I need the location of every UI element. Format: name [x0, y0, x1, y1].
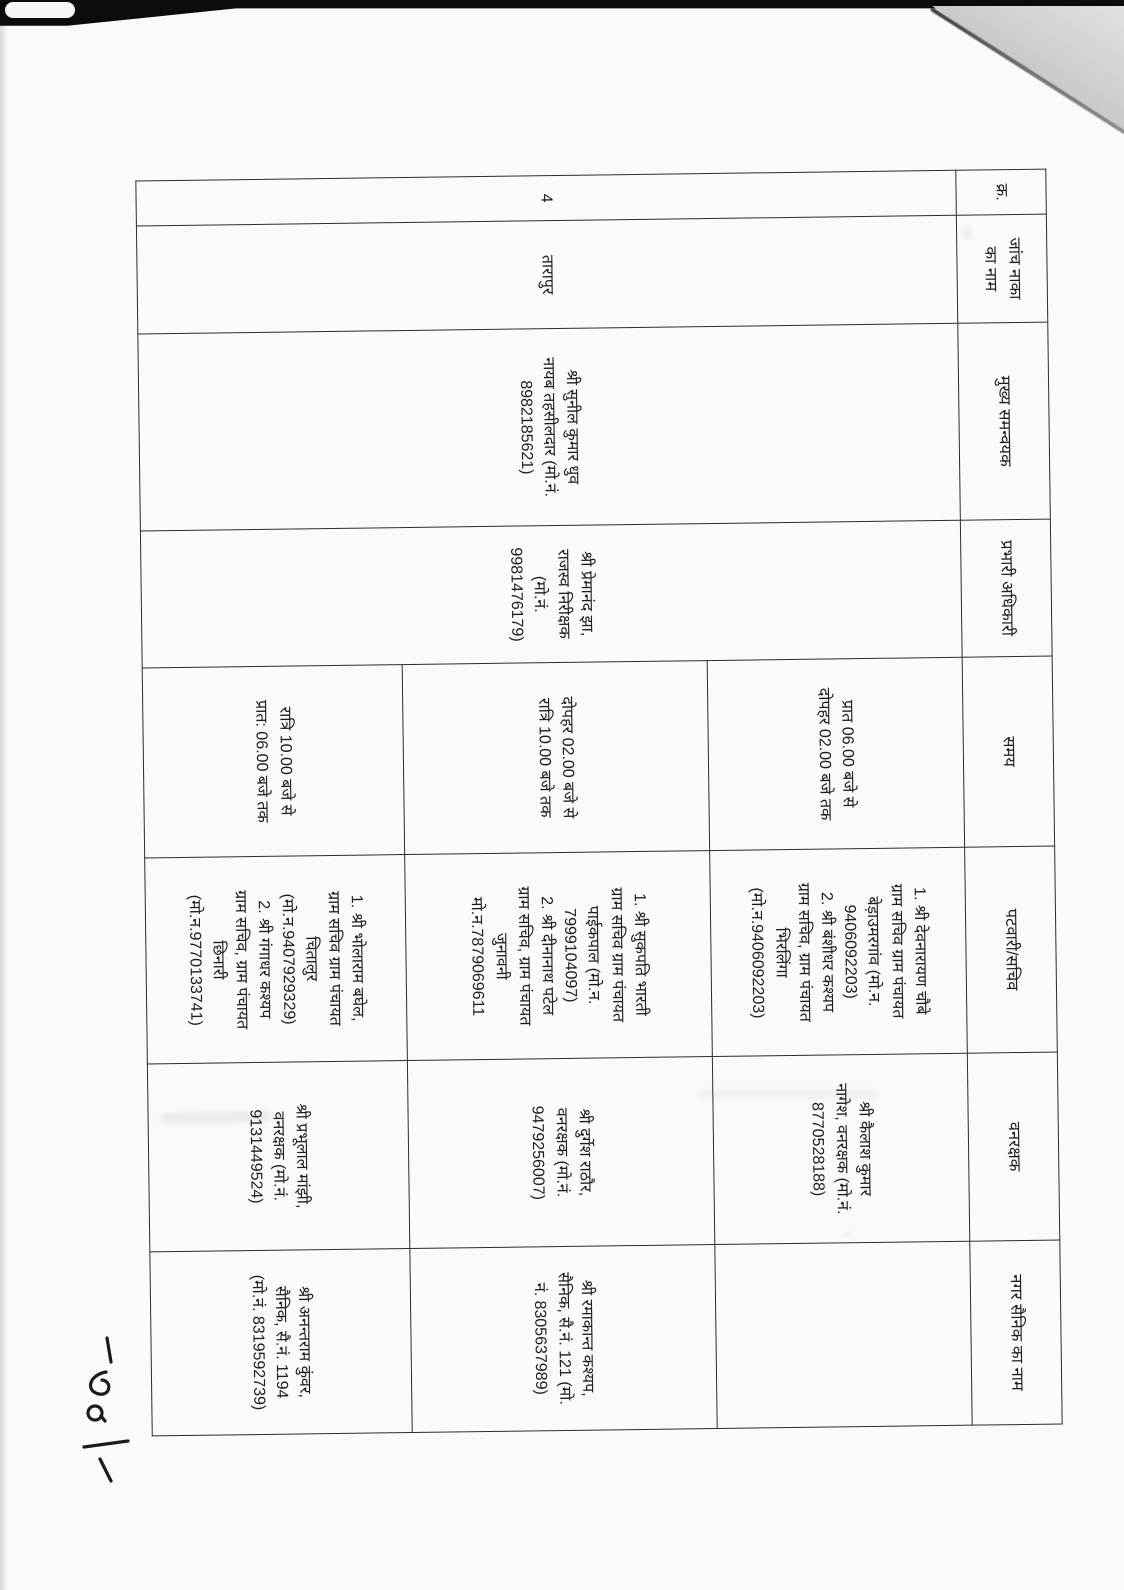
duty-roster-table — [135, 169, 1062, 1437]
cell-vanrakshak-shift-3: श्री प्रभूलाल मांझी, वनरक्षक (मो.नं. 9131449524) — [147, 1061, 409, 1252]
header-officer-in-charge: प्रभारी अधिकारी — [960, 519, 1052, 657]
cell-nagar-sainik-shift-3: श्री अनन्तराम कुंवर, सैनिक, सै.नं. 1194 (मो.नं. 8319592739) — [150, 1249, 412, 1436]
cell-vanrakshak-shift-2: श्री दुर्गेश राठौर, वनरक्षक (मो.नं. 9479256007) — [407, 1057, 714, 1249]
cell-patwari-shift-2: 1. श्री सुकपति भारती ग्राम सचिव ग्राम पंचायत पाईकपाल (मो.न. 7999104097) 2. श्री दीनानाथ पटेल ग्राम सचिव, ग्राम पंचायत जुनावनी मो.न.7879069611 — [405, 851, 713, 1061]
cell-nagar-sainik-shift-2: श्री रमाकान्त कश्यप, सैनिक, सै.नं. 121 (मो. नं. 8305637989) — [410, 1245, 717, 1433]
cell-serial: 4 — [136, 170, 957, 226]
scanner-top-white-tab — [5, 2, 75, 18]
shift-row-1 — [701, 170, 972, 1428]
rotated-table-area — [136, 169, 1062, 1436]
cell-patwari-shift-3: 1. श्री भोलाराम बघेल, ग्राम सचिव ग्राम पंचायत चितालुर (मो.न.9407929329) 2. श्री गंगाधर कश्यप ग्राम सचिव, ग्राम पंचायत छिनारी (मो.न.9770133741) — [145, 855, 408, 1064]
cell-officer-in-charge: श्री प्रेमानंद झा, राजस्व निरीक्षक (मो.नं. 9981476179) — [140, 520, 962, 668]
header-serial: क्र. — [956, 169, 1047, 215]
cell-vanrakshak-shift-1: श्री कैलाश कुमार नागेश, वनरक्षक (मो.नं. 8770528188) — [712, 1053, 969, 1244]
header-chief-coordinator: मुख्य समन्वयक — [958, 322, 1051, 520]
header-row — [956, 169, 1062, 1425]
cell-patwari-shift-1: 1. श्री देवनारायण चौबे ग्राम सचिव ग्राम पंचायत बेड़ाउमरगांव (मो.न. 9406092203) 2. श्री बंशीधर कश्यप ग्राम सचिव, ग्राम पंचायत भिरलिंगा (मो.न.9406092203) — [710, 847, 968, 1056]
cell-nagar-sainik-shift-1 — [715, 1241, 972, 1428]
cell-time-shift-3: रात्रि 10.00 बजे से प्रात: 06.00 बजे तक — [142, 665, 404, 858]
header-patwari-sachiv: पटवारी/सचिव — [965, 846, 1058, 1053]
scan-left-edge-shadow — [0, 0, 8, 1590]
handwritten-page-mark — [60, 1320, 150, 1500]
cell-time-shift-1: प्रात 06.00 बजे से दोपहर 02.00 बजे तक — [707, 657, 964, 850]
cell-checkpoint-name: तारापुर — [136, 215, 957, 334]
header-time: समय — [962, 656, 1054, 847]
cell-chief-coordinator: श्री सुनील कुमार धुव नायब तहसीलदार (मो.नं. 8982185621) — [138, 323, 961, 531]
cell-time-shift-2: दोपहर 02.00 बजे से रात्रि 10.00 बजे तक — [402, 661, 709, 855]
header-nagar-sainik: नगर सैनिक का नाम — [970, 1240, 1062, 1425]
header-checkpoint-name: जांच नाका का नाम — [956, 214, 1047, 323]
header-vanrakshak: वनरक्षक — [967, 1052, 1059, 1241]
